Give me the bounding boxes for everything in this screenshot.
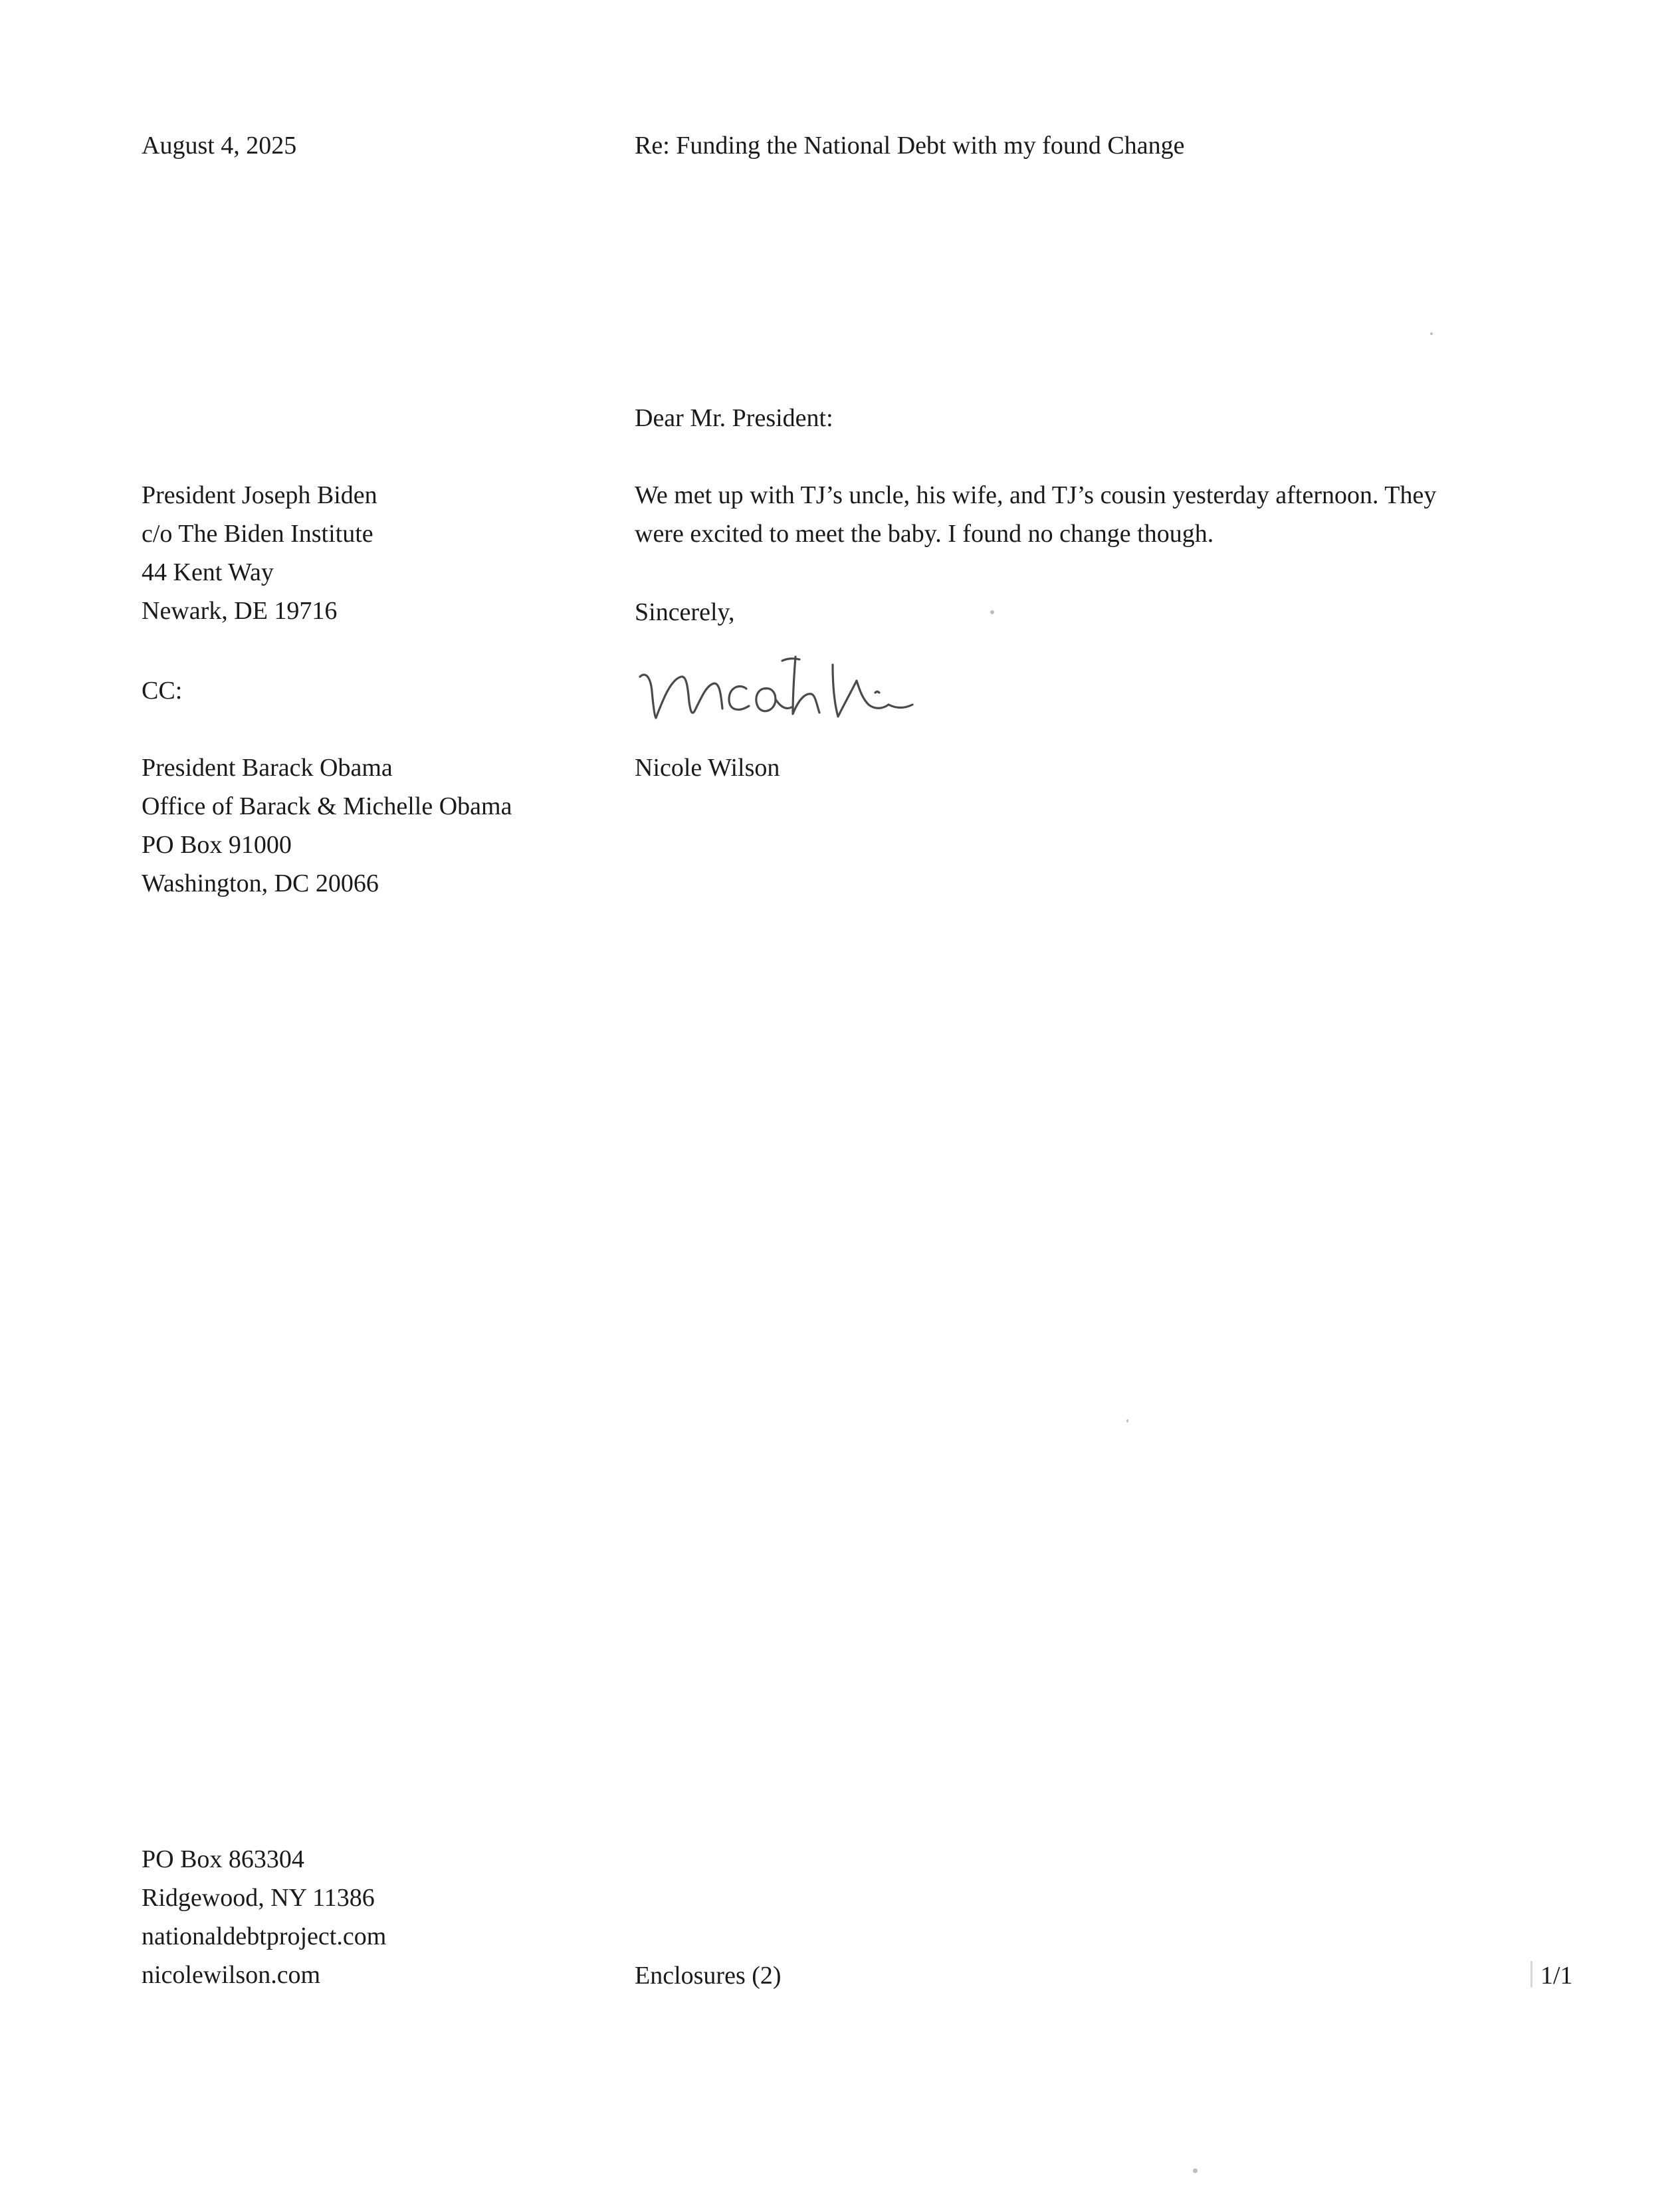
sender-address-line: Ridgewood, NY 11386 [142,1884,375,1912]
scan-speck [990,610,994,614]
scan-speck [1126,1419,1128,1423]
cc-recipient-line: Washington, DC 20066 [142,869,379,897]
letter-date: August 4, 2025 [142,132,297,160]
signer-name: Nicole Wilson [635,754,780,782]
letter-body [635,476,1552,553]
body-line: were excited to meet the baby. I found no change though. [635,520,1214,548]
recipient-address [142,476,377,630]
recipient-line: Newark, DE 19716 [142,597,338,625]
enclosures-note: Enclosures (2) [635,1962,782,1990]
salutation: Dear Mr. President: [635,404,833,432]
cc-recipient-line: Office of Barack & Michelle Obama [142,792,512,820]
recipient-line: President Joseph Biden [142,481,377,509]
cc-recipient-address [142,749,512,903]
cc-recipient-line: President Barack Obama [142,754,393,782]
scan-speck [1530,1961,1532,1988]
sender-website: nationaldebtproject.com [142,1922,387,1950]
recipient-line: 44 Kent Way [142,558,274,586]
body-line: We met up with TJ’s uncle, his wife, and TJ’s cousin yesterday afternoon. They [635,481,1437,509]
page-number: 1/1 [1540,1962,1573,1990]
scan-speck [1430,332,1433,335]
recipient-line: c/o The Biden Institute [142,520,373,548]
letter-subject: Re: Funding the National Debt with my found Change [635,132,1185,160]
sender-address [142,1840,386,1994]
scan-speck [1193,2168,1198,2173]
closing: Sincerely, [635,598,735,626]
cc-label: CC: [142,677,183,705]
sender-website: nicolewilson.com [142,1961,321,1989]
cc-recipient-line: PO Box 91000 [142,831,292,859]
sender-address-line: PO Box 863304 [142,1845,304,1873]
handwritten-signature [628,645,940,738]
